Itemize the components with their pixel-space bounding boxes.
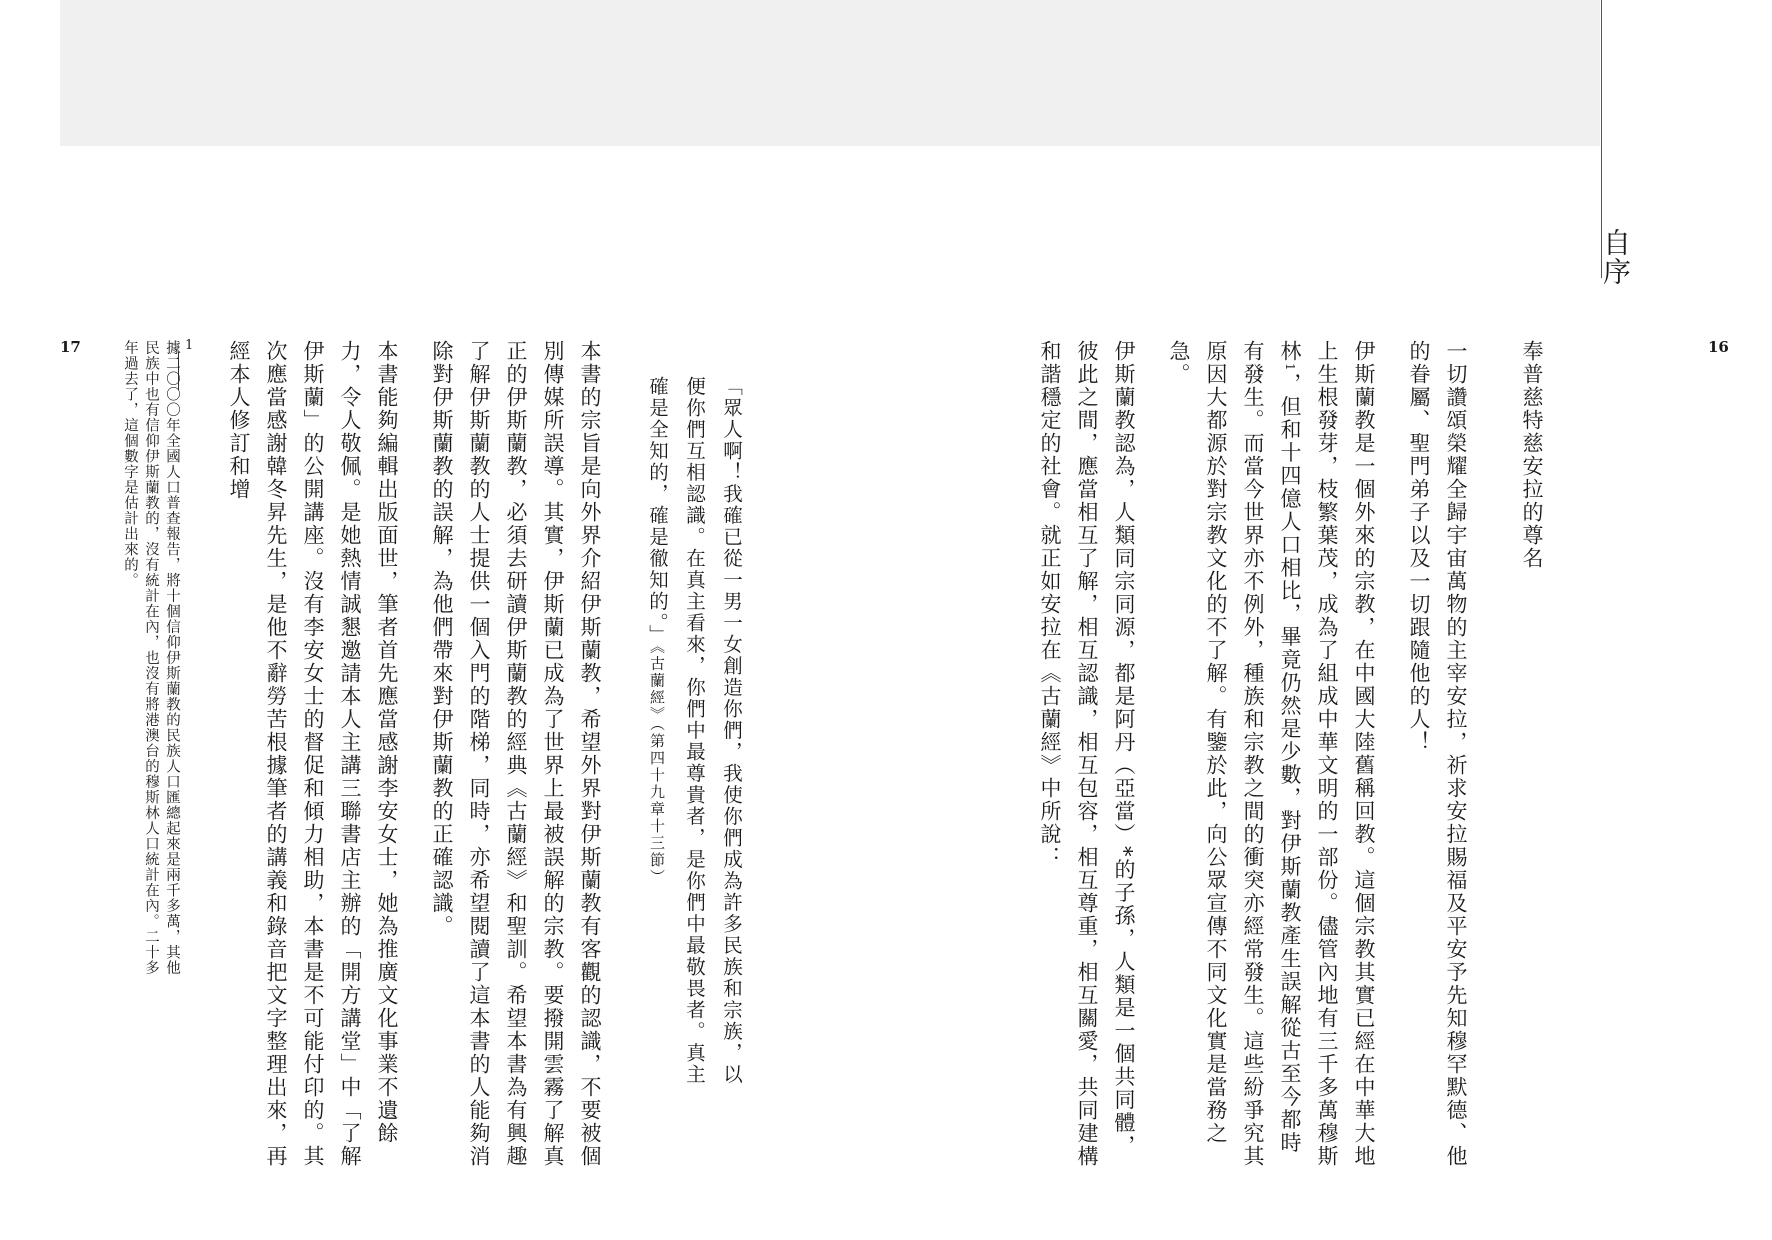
paragraph-2-part-a: 伊斯蘭教是一個外來的宗教，在中國大陸舊稱回教。這個宗教其實已經在中華大地上生根發芽，枝繁葉茂，成為了組成中華文明的一部份。儘管內地有三千多萬穆斯林 bbox=[1278, 340, 1376, 1168]
quote-block bbox=[638, 376, 750, 1096]
invocation-text: 奉普慈特慈安拉的尊名 bbox=[1520, 340, 1544, 570]
paragraph-5: 本書能夠編輯出版面世，筆者首先應當感謝李安女士，她為推廣文化事業不遺餘力，令人敬佩。是她熱情誠懇邀請本人主講三聯書店主辦的「開方講堂」中「了解伊斯蘭」的公開講座。沒有李安女士的督促和傾力相助，本書是不可能付印的。其次應當感謝韓冬昇先生，是他不辭勞苦根據筆者的講義和錄音把文字整理出來，再經本人修訂和增 bbox=[227, 340, 399, 1168]
invocation-line bbox=[1520, 340, 1550, 1160]
body-section-1 bbox=[1032, 340, 1474, 1170]
footnote-text: 據二〇〇〇年全國人口普查報告，將十個信仰伊斯蘭教的民族人口匯總起來是兩千多萬，其他民族中也有信仰伊斯蘭教的，沒有統計在內，也沒有將港澳台的穆斯林人口統計在內。二十多年過去了，這個數字是估計出來的。 bbox=[122, 340, 180, 976]
quote-text: 「眾人啊！我確已從一男一女創造你們，我使你們成為許多民族和宗族，以便你們互相認識。在真主看來，你們中最尊貴者，是你們中最敬畏者。真主確是全知的，確是徹知的。」 bbox=[646, 376, 743, 1086]
chapter-title: 自序 bbox=[1599, 228, 1632, 286]
paragraph-1: 一切讚頌榮耀全歸宇宙萬物的主宰安拉，祈求安拉賜福及平安予先知穆罕默德、他的眷屬、聖門弟子以及一切跟隨他的人！ bbox=[1407, 340, 1468, 1168]
quote-source: 《古蘭經》（第四十九章十三節） bbox=[648, 645, 666, 886]
header-band bbox=[60, 0, 1600, 146]
quran-quote bbox=[642, 376, 750, 1096]
page-number-left: 17 bbox=[60, 338, 81, 356]
footnote-mark: 1 bbox=[185, 338, 194, 353]
paragraph-3: 伊斯蘭教認為，人類同宗同源，都是阿丹（亞當）*的子孫，人類是一個共同體，彼此之間，應當相互了解，相互認識，相互包容，相互尊重，相互關愛，共同建構和諧穩定的社會。就正如安拉在《古蘭經》中所說： bbox=[1038, 340, 1136, 1168]
body-section-2 bbox=[227, 340, 608, 1170]
page-number-right: 16 bbox=[1708, 338, 1729, 356]
paragraph-2-part-b: ，但和十四億人口相比，畢竟仍然是少數，對伊斯蘭教產生誤解從古至今都時有發生。而當今世界亦不例外，種族和宗教之間的衝突亦經常發生。這些紛爭究其原因大都源於對宗教文化的不了解。有鑒於此，向公眾宣傳不同文化實是當務之急。 bbox=[1167, 340, 1302, 1168]
footnote-ref[interactable]: 1 bbox=[1283, 363, 1297, 373]
paragraph-2 bbox=[1160, 340, 1382, 1170]
paragraph-4: 本書的宗旨是向外界介紹伊斯蘭教，希望外界對伊斯蘭教有客觀的認識，不要被個別傳媒所誤導。其實，伊斯蘭已成為了世界上最被誤解的宗教。要撥開雲霧了解真正的伊斯蘭教，必須去研讀伊斯蘭教的經典《古蘭經》和聖訓。希望本書為有興趣了解伊斯蘭教的人士提供一個入門的階梯，同時，亦希望閱讀了這本書的人能夠消除對伊斯蘭教的誤解，為他們帶來對伊斯蘭教的正確認識。 bbox=[430, 340, 602, 1168]
